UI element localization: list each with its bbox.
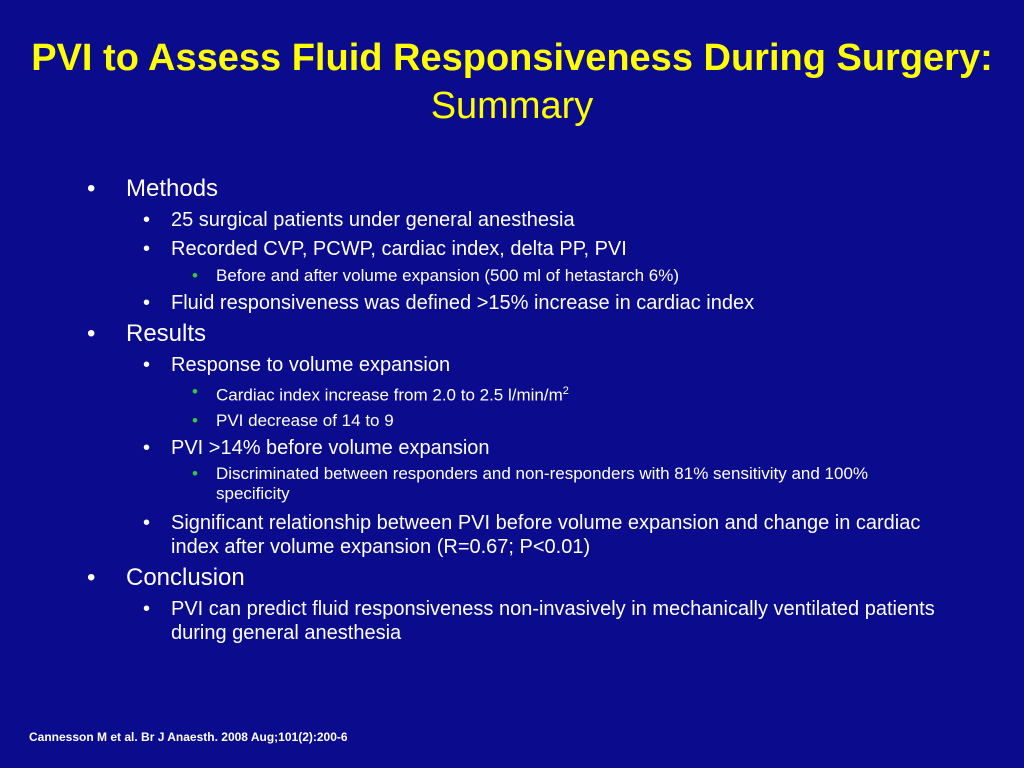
ci-superscript: 2 xyxy=(562,385,569,397)
title-bold: PVI to Assess Fluid Responsiveness During Surgery: xyxy=(31,37,993,79)
bullet-fluid-responsiveness: • Fluid responsiveness was defined >15% increase in cardiac index xyxy=(171,291,944,315)
slide-body xyxy=(0,170,1024,645)
title-subtitle: Summary xyxy=(430,85,594,127)
bullet-patients: • 25 surgical patients under general anesthesia xyxy=(171,208,944,232)
bullet-response: • Response to volume expansion xyxy=(171,353,944,377)
bullet-discriminated: • Discriminated between responders and non-responders with 81% sensitivity and 100% specificity xyxy=(216,464,894,504)
bullet-conclusion: • Conclusion xyxy=(126,563,1024,592)
slide-title xyxy=(20,34,1004,130)
bullet-methods: • Methods xyxy=(126,174,1024,203)
bullet-pvi-threshold: • PVI >14% before volume expansion xyxy=(171,436,944,460)
bullet-conclusion-text: • PVI can predict fluid responsiveness non-invasively in mechanically ventilated patients during general anesthesia xyxy=(171,597,944,645)
citation-footnote: Cannesson M et al. Br J Anaesth. 2008 Aug;101(2):200-6 xyxy=(29,730,348,744)
ci-increase-text: Cardiac index increase from 2.0 to 2.5 l/min/m xyxy=(216,385,563,405)
bullet-volume-expansion: • Before and after volume expansion (500 ml of hetastarch 6%) xyxy=(216,265,894,286)
bullet-ci-increase xyxy=(216,381,894,406)
bullet-results: • Results xyxy=(126,319,1024,348)
bullet-relationship: • Significant relationship between PVI before volume expansion and change in cardiac index after volume expansion (R=0.67; P<0.01) xyxy=(171,511,944,559)
bullet-pvi-decrease: • PVI decrease of 14 to 9 xyxy=(216,410,894,431)
bullet-recorded: • Recorded CVP, PCWP, cardiac index, delta PP, PVI xyxy=(171,237,944,261)
